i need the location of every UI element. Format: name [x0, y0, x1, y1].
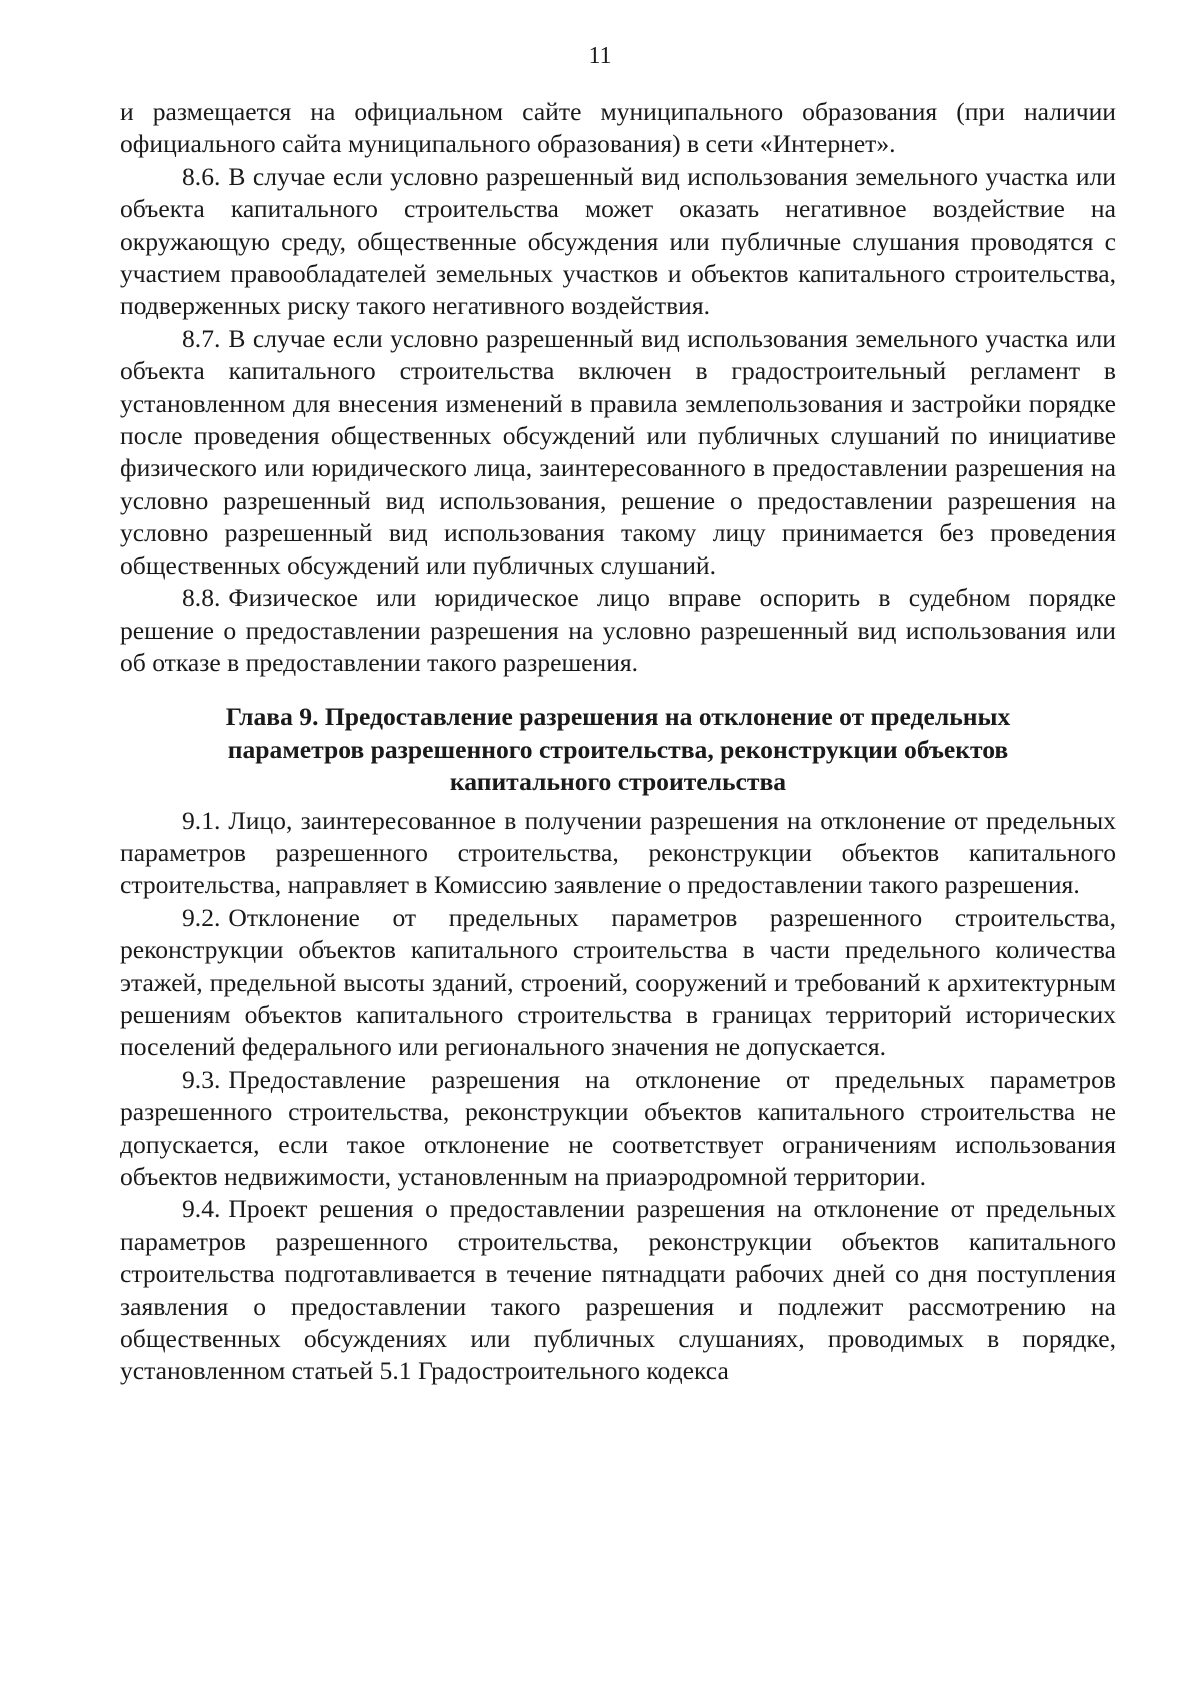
paragraph-number: 9.3.: [182, 1064, 221, 1094]
paragraph-number: 8.8.: [182, 583, 221, 613]
paragraph-8-6: [120, 161, 1116, 323]
paragraph-9-3: [120, 1064, 1116, 1194]
page-number: 11: [588, 43, 612, 69]
paragraph-text: Отклонение от предельных параметров разрешенного строительства, реконструкции объектов капитального строительства в части предельного количества этажей, предельной высоты зданий, строений, сооружений и требований к архитектурным решениям объектов капитального строительства в границах территорий исторических поселений федерального или регионального значения не допускается.: [120, 902, 1116, 1062]
paragraph-number: 9.2.: [182, 902, 221, 932]
paragraph-text: Предоставление разрешения на отклонение от предельных параметров разрешенного строительства, реконструкции объектов капитального строительства не допускается, если такое отклонение не соответствует ограничениям использования объектов недвижимости, установленным на приаэродромной территории.: [120, 1064, 1116, 1191]
paragraph-number: 8.6.: [182, 161, 221, 191]
heading-line: капитального строительства: [449, 767, 787, 797]
paragraph-number: 8.7.: [182, 323, 221, 353]
paragraph-text: В случае если условно разрешенный вид использования земельного участка или объекта капитального строительства включен в градостроительный регламент в установленном для внесения изменений в правила землепользования и застройки порядке после проведения общественных обсуждений или публичных слушаний по инициативе физического или юридического лица, заинтересованного в предоставлении разрешения на условно разрешенный вид использования, решение о предоставлении разрешения на условно разрешенный вид использования такому лицу принимается без проведения общественных обсуждений или публичных слушаний.: [120, 323, 1116, 580]
paragraph-9-4: [120, 1193, 1116, 1387]
chapter-9-heading: [180, 701, 1056, 798]
paragraph-9-1: [120, 805, 1116, 902]
paragraph-text: Проект решения о предоставлении разрешения на отклонение от предельных параметров разрешенного строительства, реконструкции объектов капитального строительства подготавливается в течение пятнадцати рабочих дней со дня поступления заявления о предоставлении такого разрешения и подлежит рассмотрению на общественных обсуждениях или публичных слушаниях, проводимых в порядке, установленном статьей 5.1 Градостроительного кодекса: [120, 1194, 1116, 1386]
paragraph-8-8: [120, 582, 1116, 679]
paragraph-text: Лицо, заинтересованное в получении разрешения на отклонение от предельных параметров разрешенного строительства, реконструкции объектов капитального строительства, направляет в Комиссию заявление о предоставлении такого разрешения.: [120, 805, 1116, 900]
heading-line: параметров разрешенного строительства, реконструкции объектов: [227, 734, 1009, 764]
paragraph-9-2: [120, 902, 1116, 1064]
heading-line: Глава 9. Предоставление разрешения на отклонение от предельных: [225, 702, 1011, 732]
paragraph-text: В случае если условно разрешенный вид использования земельного участка или объекта капитального строительства может оказать негативное воздействие на окружающую среду, общественные обсуждения или публичные слушания проводятся с участием правообладателей земельных участков и объектов капитального строительства, подверженных риску такого негативного воздействия.: [120, 161, 1116, 321]
paragraph-8-7: [120, 323, 1116, 582]
continuation-paragraph: и размещается на официальном сайте муниципального образования (при наличии официального сайта муниципального образования) в сети «Интернет».: [120, 97, 1116, 159]
paragraph-number: 9.1.: [182, 805, 221, 835]
paragraph-number: 9.4.: [182, 1194, 221, 1224]
document-body: [120, 96, 1116, 1388]
paragraph-text: Физическое или юридическое лицо вправе оспорить в судебном порядке решение о предоставлении разрешения на условно разрешенный вид использования или об отказе в предоставлении такого разрешения.: [120, 583, 1116, 677]
